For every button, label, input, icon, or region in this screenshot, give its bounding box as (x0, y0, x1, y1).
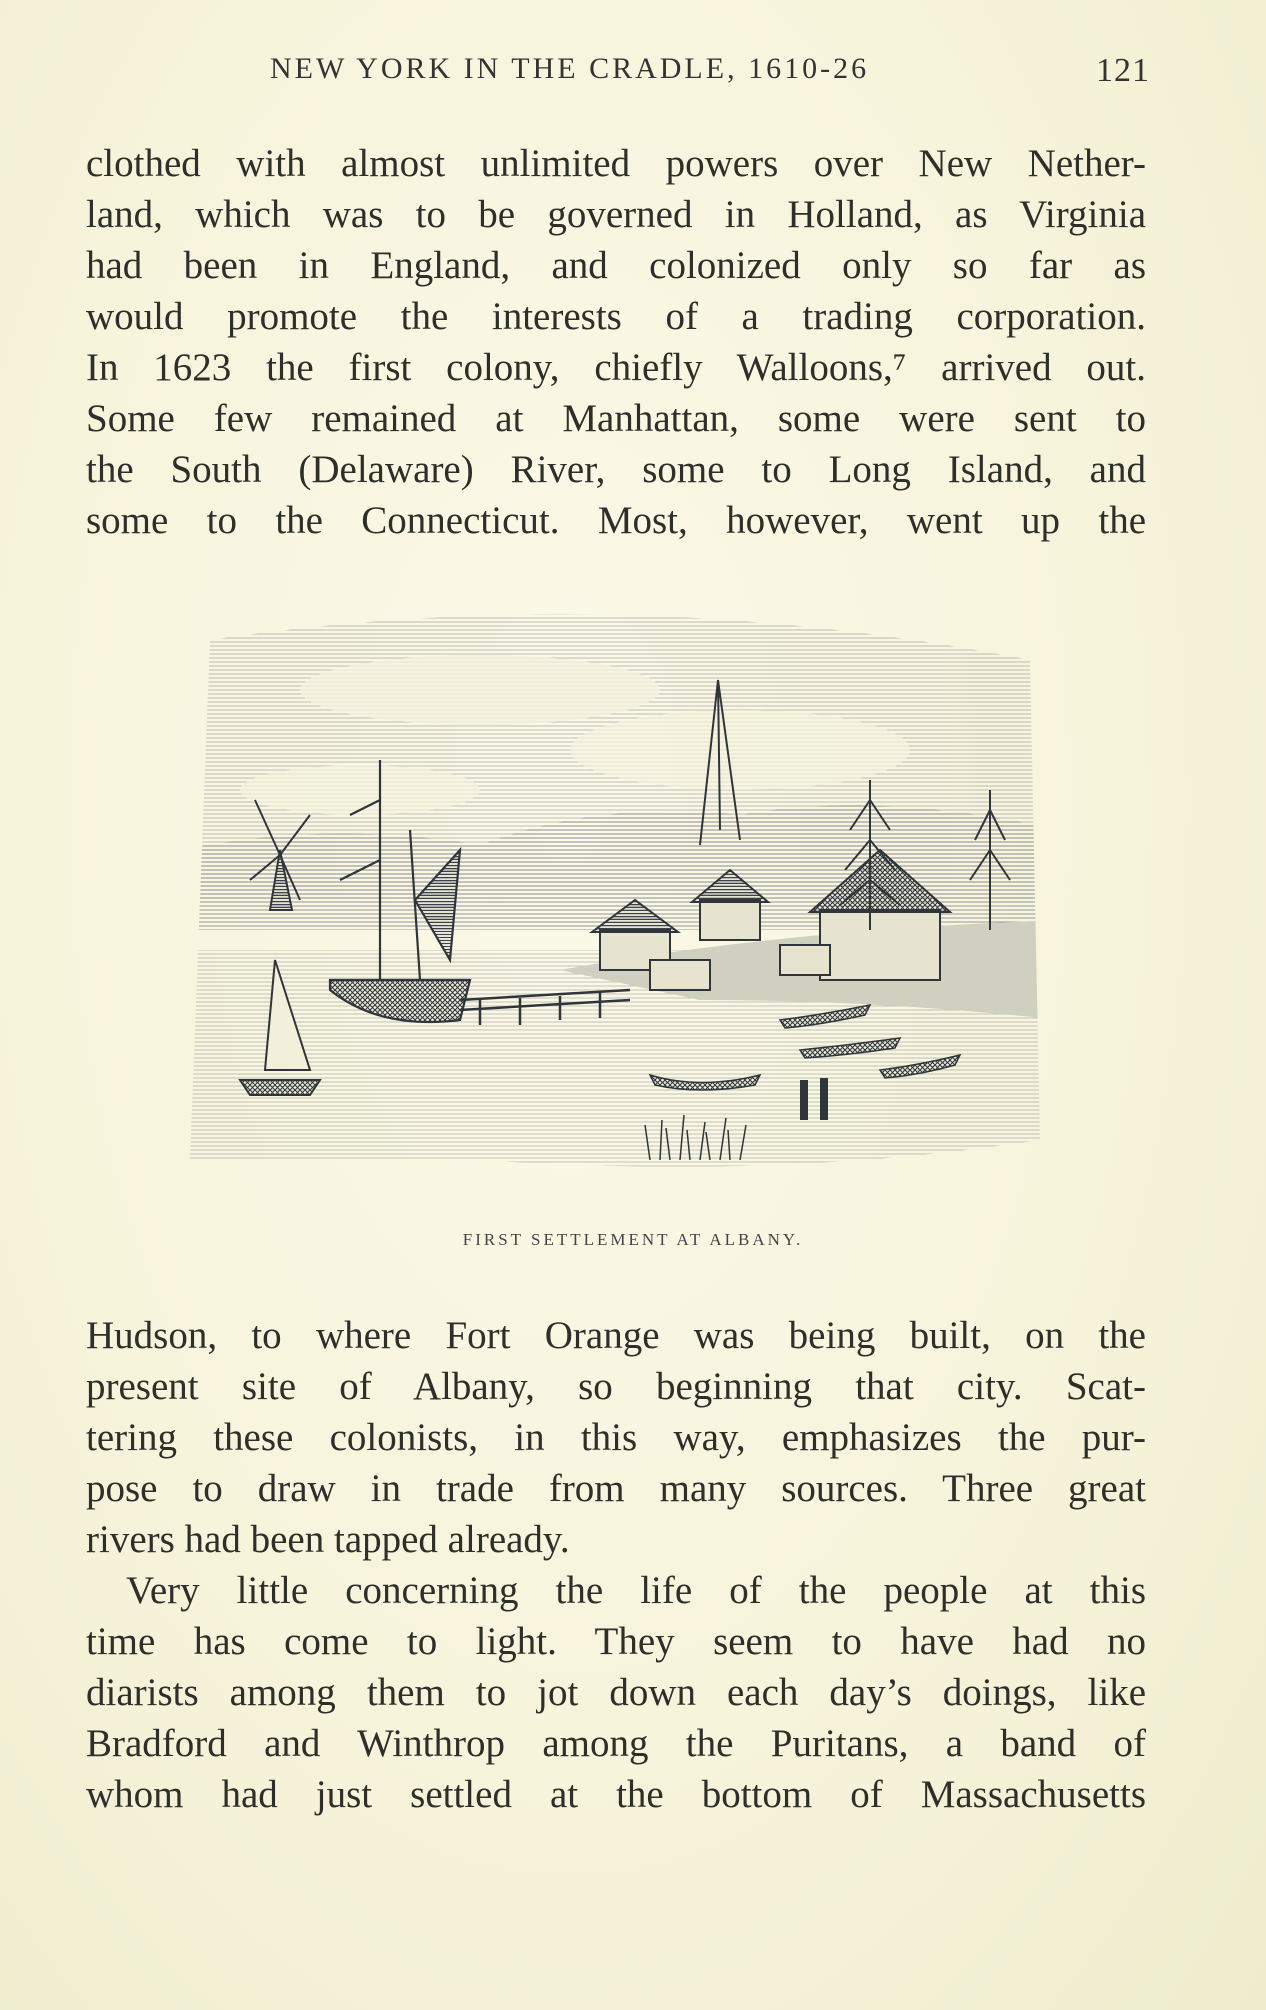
text-line: the South (Delaware) River, some to Long Island, and (86, 448, 1146, 491)
top-paragraph (86, 138, 1146, 546)
running-header (270, 52, 1150, 92)
running-title: NEW YORK IN THE CRADLE, 1610-26 (270, 52, 870, 85)
text-line: land, which was to be governed in Holland, as Virginia (86, 193, 1146, 236)
text-line: tering these colonists, in this way, emphasizes the pur- (86, 1416, 1146, 1459)
page-number: 121 (1096, 52, 1150, 89)
text-line: pose to draw in trade from many sources. Three great (86, 1467, 1146, 1510)
text-line: rivers had been tapped already. (86, 1518, 570, 1561)
continuation-paragraph (86, 1310, 1146, 1565)
text-line: time has come to light. They seem to have had no (86, 1620, 1146, 1663)
text-line: diarists among them to jot down each day’s doings, like (86, 1671, 1146, 1714)
text-line: Bradford and Winthrop among the Puritans, a band of (86, 1722, 1146, 1765)
text-line: whom had just settled at the bottom of Massachusetts (86, 1773, 1146, 1816)
text-line: Some few remained at Manhattan, some were sent to (86, 397, 1146, 440)
text-line: would promote the interests of a trading corporation. (86, 295, 1146, 338)
next-paragraph (86, 1565, 1146, 1820)
text-line: had been in England, and colonized only so far as (86, 244, 1146, 287)
engraving-illustration (180, 600, 1060, 1220)
figure-caption: FIRST SETTLEMENT AT ALBANY. (462, 1230, 804, 1249)
text-line: present site of Albany, so beginning that city. Scat- (86, 1365, 1146, 1408)
text-line: clothed with almost unlimited powers over New Nether- (86, 142, 1146, 185)
text-line: Hudson, to where Fort Orange was being built, on the (86, 1314, 1146, 1357)
text-line: Very little concerning the life of the people at this (126, 1569, 1146, 1612)
text-line: some to the Connecticut. Most, however, went up the (86, 499, 1146, 542)
text-line: In 1623 the first colony, chiefly Walloons,⁷ arrived out. (86, 346, 1146, 389)
